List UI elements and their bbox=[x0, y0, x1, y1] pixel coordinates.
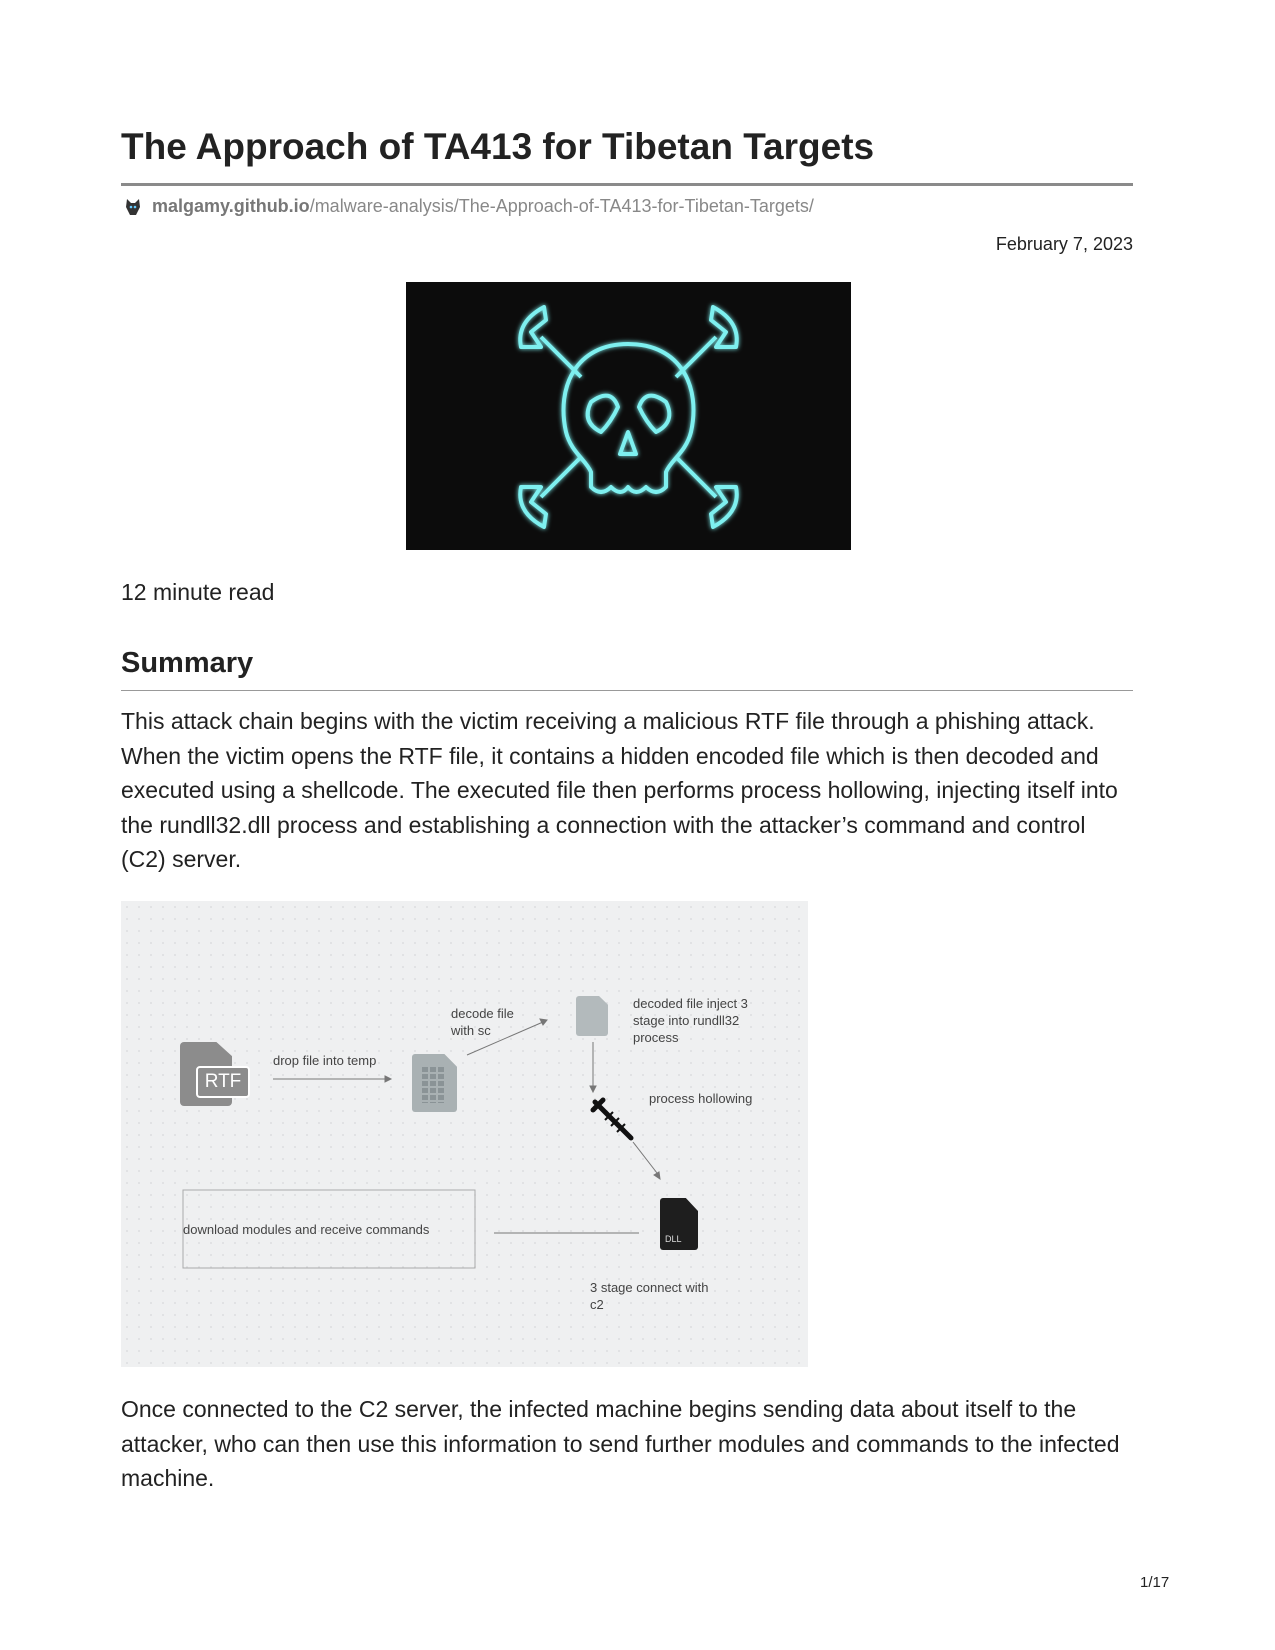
wolf-favicon-icon bbox=[124, 197, 142, 217]
title-divider bbox=[121, 183, 1133, 186]
source-path: /malware-analysis/The-Approach-of-TA413-for-Tibetan-Targets/ bbox=[309, 196, 814, 216]
summary-heading: Summary bbox=[121, 647, 254, 679]
process-hollowing-label: process hollowing bbox=[649, 1091, 753, 1106]
publish-date: February 7, 2023 bbox=[995, 234, 1133, 254]
page-title: The Approach of TA413 for Tibetan Targets bbox=[121, 126, 875, 167]
source-domain: malgamy.github.io bbox=[152, 196, 310, 216]
hero-image-skull-wrenches bbox=[406, 282, 851, 550]
syringe-icon bbox=[589, 1096, 637, 1144]
read-time: 12 minute read bbox=[121, 579, 275, 605]
attack-chain-diagram bbox=[121, 901, 808, 1367]
connect-label-2: c2 bbox=[590, 1297, 604, 1312]
rtf-label: RTF bbox=[196, 1066, 250, 1098]
source-url[interactable] bbox=[124, 196, 814, 217]
inject-label-2: stage into rundll32 bbox=[633, 1013, 740, 1028]
download-modules-label: download modules and receive commands bbox=[183, 1222, 430, 1237]
grid-icon bbox=[422, 1067, 446, 1103]
drop-file-label: drop file into temp bbox=[273, 1053, 377, 1068]
connect-label-1: 3 stage connect with bbox=[590, 1280, 709, 1295]
decoded-file-icon bbox=[576, 996, 608, 1036]
page-number: 1/17 bbox=[1140, 1574, 1170, 1591]
skull-crossed-wrenches-icon bbox=[406, 282, 851, 550]
inject-label-1: decoded file inject 3 bbox=[633, 996, 748, 1011]
decode-label-1: decode file bbox=[451, 1006, 514, 1021]
diagram-arrows bbox=[121, 901, 808, 1367]
dll-label: DLL bbox=[665, 1234, 682, 1244]
c2-paragraph: Once connected to the C2 server, the infected machine begins sending data about itself to the attacker, who can then use this information to send further modules and commands to the infected machine. bbox=[121, 1396, 1120, 1492]
decode-label-2: with sc bbox=[451, 1023, 491, 1038]
summary-divider bbox=[121, 690, 1133, 691]
inject-label-3: process bbox=[633, 1030, 679, 1045]
summary-paragraph: This attack chain begins with the victim receiving a malicious RTF file through a phishing attack. When the victim opens the RTF file, it contains a hidden encoded file which is then decoded and executed using a shellcode. The executed file then performs process hollowing, injecting itself into the rundll32.dll process and establishing a connection with the attacker’s command and control (C2) server. bbox=[121, 708, 1118, 873]
